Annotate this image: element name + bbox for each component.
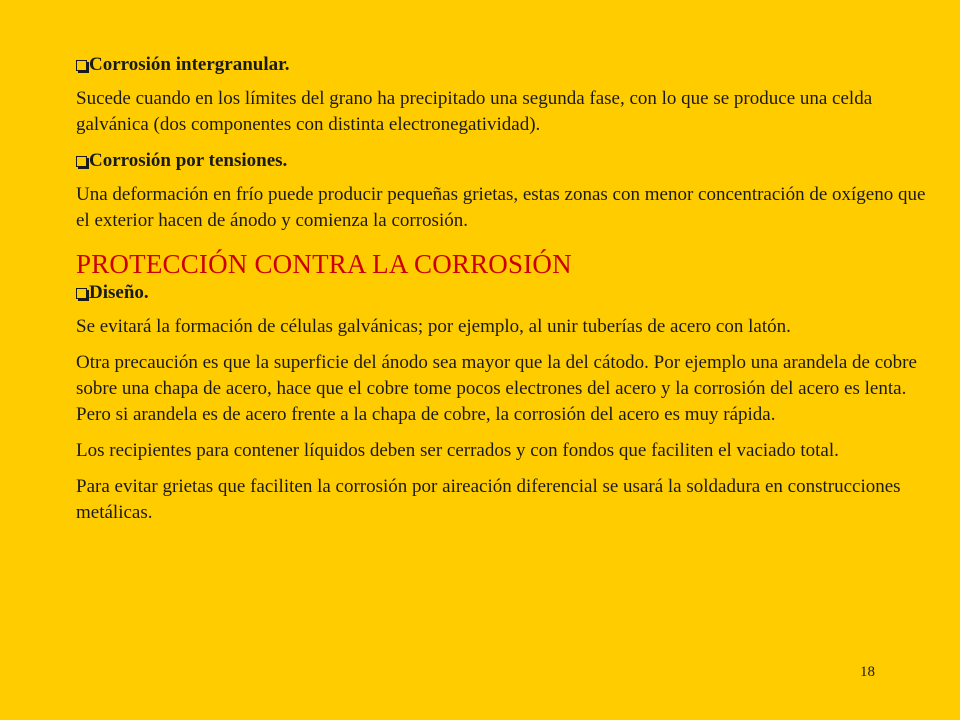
page-number: 18: [860, 664, 875, 680]
paragraph-intergranular: Sucede cuando en los límites del grano ha precipitado una segunda fase, con lo que se produce una celda galvánica (dos componentes con distinta electronegatividad).: [76, 88, 873, 135]
paragraph-diseno-3: Los recipientes para contener líquidos deben ser cerrados y con fondos que faciliten el vaciado total.: [76, 440, 839, 461]
paragraph-diseno-2: Otra precaución es que la superficie del ánodo sea mayor que la del cátodo. Por ejemplo una arandela de cobre sobre una chapa de acero, hace que el cobre tome pocos electrones del acero y la corrosión del acero es lenta. Pero si arandela es de acero frente a la chapa de cobre, la corrosión del acero es muy rápida.: [76, 352, 917, 425]
heading-intergranular: [76, 52, 926, 78]
paragraph-diseno-1: Se evitará la formación de células galvánicas; por ejemplo, al unir tuberías de acero con latón.: [76, 316, 791, 337]
checkbox-bullet-icon: [76, 156, 87, 167]
checkbox-bullet-icon: [76, 60, 87, 71]
checkbox-bullet-icon: [76, 288, 87, 299]
heading-tensiones: [76, 148, 926, 174]
paragraph-tensiones: Una deformación en frío puede producir pequeñas grietas, estas zonas con menor concentración de oxígeno que el exterior hacen de ánodo y comienza la corrosión.: [76, 184, 926, 231]
paragraph-diseno-4: Para evitar grietas que faciliten la corrosión por aireación diferencial se usará la soldadura en construcciones metálicas.: [76, 476, 901, 523]
slide-content: [76, 52, 926, 536]
heading-diseno-label: Diseño.: [89, 282, 149, 303]
heading-diseno: [76, 280, 926, 306]
section-title: PROTECCIÓN CONTRA LA CORROSIÓN: [76, 249, 572, 279]
heading-tensiones-label: Corrosión por tensiones.: [89, 150, 288, 171]
heading-intergranular-label: Corrosión intergranular.: [89, 54, 290, 75]
